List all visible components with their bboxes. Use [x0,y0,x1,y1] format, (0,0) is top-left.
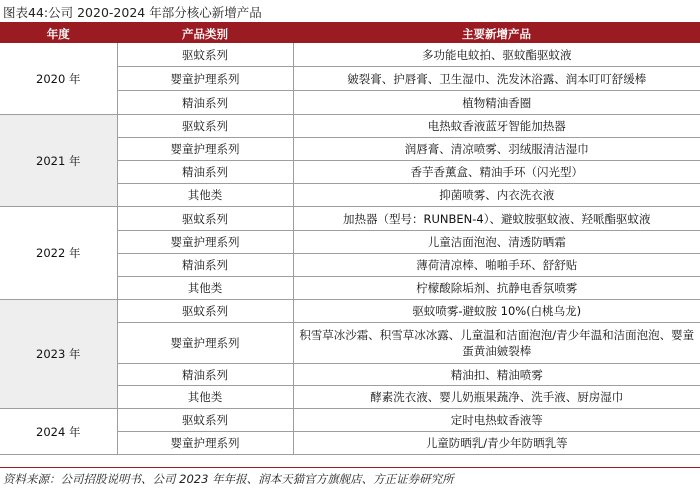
products-cell: 薄荷清凉棒、啪啪手环、舒舒贴 [293,254,700,277]
table-row [0,409,700,432]
year-cell: 2022 年 [0,207,117,300]
table-row [0,43,700,67]
products-cell: 驱蚊喷雾-避蚊胺 10%(白桃乌龙) [293,300,700,323]
year-cell: 2024 年 [0,409,117,455]
products-cell: 润唇膏、清凉喷雾、羽绒服清洁湿巾 [293,138,700,161]
products-cell: 儿童洁面泡泡、清透防晒霜 [293,231,700,254]
product-table [0,24,700,455]
category-cell: 驱蚊系列 [117,409,293,432]
header-category: 产品类别 [117,24,293,43]
table-row [0,207,700,231]
table-row [0,115,700,138]
category-cell: 驱蚊系列 [117,43,293,67]
header-products: 主要新增产品 [293,24,700,43]
products-cell: 植物精油香圈 [293,91,700,115]
category-cell: 驱蚊系列 [117,207,293,231]
figure-title: 图表44:公司 2020-2024 年部分核心新增产品 [3,5,262,20]
header-year: 年度 [0,24,117,43]
category-cell: 驱蚊系列 [117,115,293,138]
category-cell: 婴童护理系列 [117,432,293,455]
products-cell: 多功能电蚊拍、驱蚊酯驱蚊液 [293,43,700,67]
category-cell: 精油系列 [117,364,293,386]
products-cell: 电热蚊香液蓝牙智能加热器 [293,115,700,138]
source-rule [0,467,700,468]
category-cell: 其他类 [117,277,293,300]
products-cell: 精油扣、精油喷雾 [293,364,700,386]
products-cell: 香芋香薰盒、精油手环（闪光型） [293,161,700,184]
category-cell: 精油系列 [117,254,293,277]
year-cell: 2023 年 [0,300,117,409]
year-cell: 2020 年 [0,43,117,115]
category-cell: 驱蚊系列 [117,300,293,323]
table-header-row [0,24,700,43]
category-cell: 其他类 [117,184,293,207]
year-cell: 2021 年 [0,115,117,207]
category-cell: 精油系列 [117,161,293,184]
category-cell: 婴童护理系列 [117,67,293,91]
products-cell: 抑菌喷雾、内衣洗衣液 [293,184,700,207]
source-note: 资料来源：公司招股说明书、公司 2023 年年报、润本天猫官方旗舰店、方正证券研究所 [3,472,454,486]
category-cell: 精油系列 [117,91,293,115]
category-cell: 其他类 [117,386,293,409]
products-cell: 柠檬酸除垢剂、抗静电香氛喷雾 [293,277,700,300]
products-cell: 积雪草冰沙霜、积雪草冰冰露、儿童温和洁面泡泡/青少年温和洁面泡泡、婴童蛋黄油皴裂棒 [293,323,700,364]
category-cell: 婴童护理系列 [117,231,293,254]
products-cell: 酵素洗衣液、婴儿奶瓶果蔬净、洗手液、厨房湿巾 [293,386,700,409]
products-cell: 儿童防晒乳/青少年防晒乳等 [293,432,700,455]
products-cell: 定时电热蚊香液等 [293,409,700,432]
products-cell: 加热器（型号：RUNBEN-4）、避蚊胺驱蚊液、羟哌酯驱蚊液 [293,207,700,231]
products-cell: 皴裂膏、护唇膏、卫生湿巾、洗发沐浴露、润本叮叮舒缓棒 [293,67,700,91]
table-row [0,300,700,323]
category-cell: 婴童护理系列 [117,138,293,161]
category-cell: 婴童护理系列 [117,323,293,364]
